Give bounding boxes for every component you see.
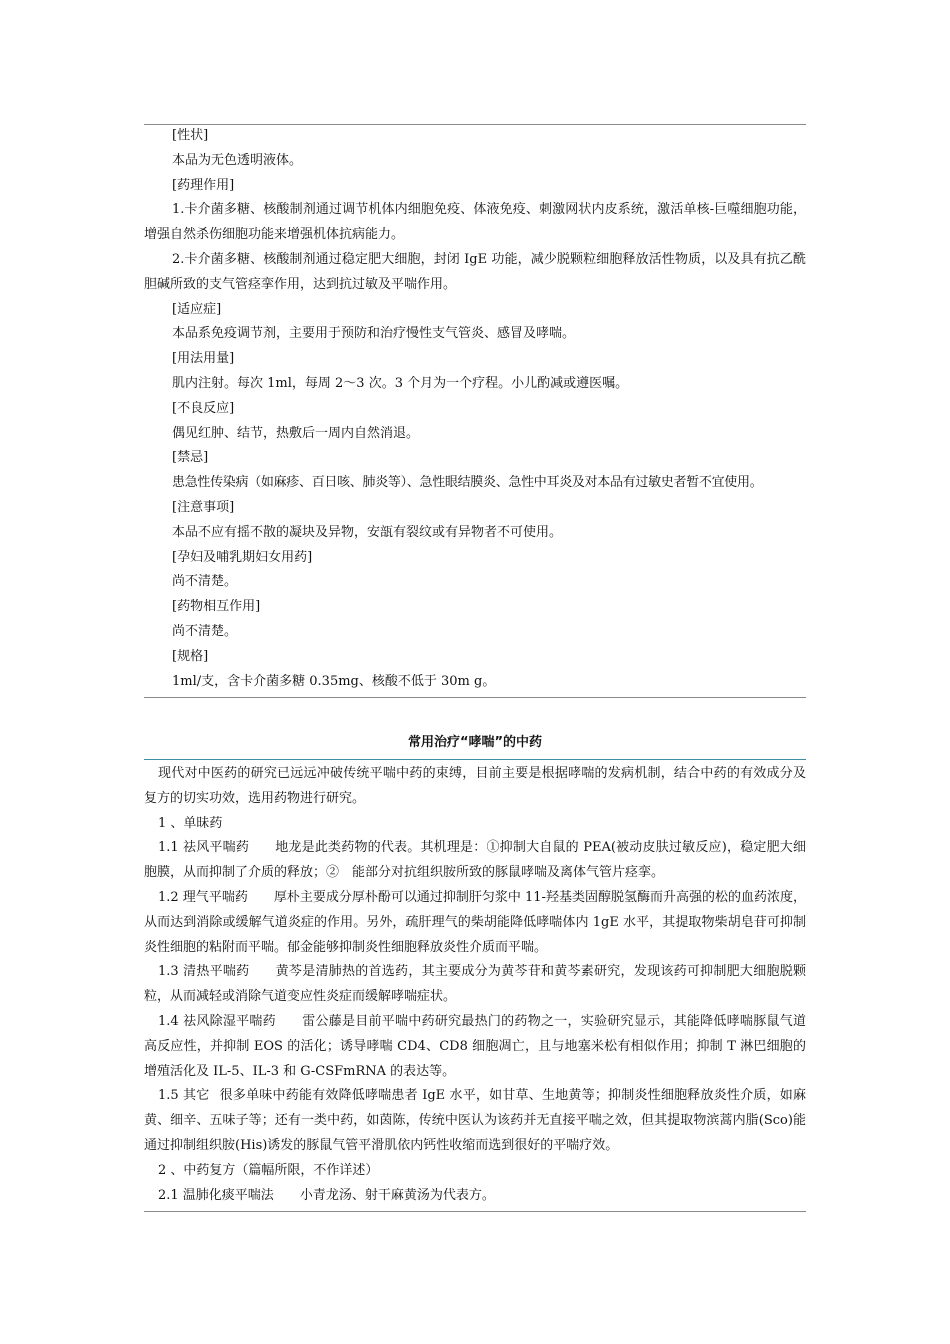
item-2-1-text: 小青龙汤、射干麻黄汤为代表方。 [299, 1187, 495, 1203]
article-body [144, 762, 806, 1208]
title-underline-rule [144, 759, 806, 760]
item-1-2 [144, 886, 806, 960]
item-1-3 [144, 960, 806, 1010]
item-1-5-label: 1.5 其它 [158, 1088, 210, 1104]
part2-heading: 2 、中药复方（篇幅所限，不作详述） [158, 1162, 379, 1178]
interactions-text: 尚不清楚。 [172, 623, 238, 639]
section-heading-precautions: [注意事项] [172, 499, 235, 515]
article-intro: 现代对中医药的研究已远远冲破传统平喘中药的束缚，目前主要是根据哮喘的发病机制，结合中药的有效成分及复方的切实功效，选用药物进行研究。 [144, 766, 806, 806]
specification-text: 1ml/支，含卡介菌多糖 0.35mg、核酸不低于 30m g。 [172, 673, 496, 689]
item-2-1-label: 2.1 温肺化痰平喘法 [158, 1187, 274, 1203]
properties-text: 本品为无色透明液体。 [172, 152, 303, 168]
item-2-1 [144, 1184, 806, 1209]
pregnancy-text: 尚不清楚。 [172, 574, 238, 590]
item-1-2-text: 厚朴主要成分厚朴酚可以通过抑制肝匀浆中 11-羟基类固醇脱氢酶而升高强的松的血药浓度，从而达到消除或缓解气道炎症的作用。另外，疏肝理气的柴胡能降低哮喘体内 1gE 水平，其提取物柴胡皂苷可抑制炎性细胞的粘附而平喘。郁金能够抑制炎性细胞释放炎性介质而平喘。 [144, 889, 806, 955]
section-heading-properties: [性状] [172, 128, 209, 143]
pharmacology-para-2: 2.卡介菌多糖、核酸制剂通过稳定肥大细胞，封闭 IgE 功能，减少脱颗粒细胞释放活性物质，以及具有抗乙酰胆碱所致的支气管痉挛作用，达到抗过敏及平喘作用。 [144, 251, 806, 292]
indications-text: 本品系免疫调节剂，主要用于预防和治疗慢性支气管炎、感冒及哮喘。 [172, 326, 576, 342]
item-1-5-text: 很多单味中药能有效降低哮喘患者 IgE 水平，如甘草、生地黄等；抑制炎性细胞释放炎性介质，如麻黄、细辛、五味子等；还有一类中药，如茵陈，传统中医认为该药并无直接平喘之效，但其提取物滨蒿内脂(Sco)能通过抑制组织胺(His)诱发的豚鼠气管平滑肌依内钙性收缩而选到很好的平喘疗效。 [144, 1088, 806, 1153]
bottom-rule [144, 1211, 806, 1212]
item-1-4-text: 雷公藤是目前平喘中药研究最热门的药物之一，实验研究显示，其能降低哮喘豚鼠气道高反应性，并抑制 EOS 的活化；诱导哮喘 CD4、CD8 细胞凋亡，且与地塞米松有相似作用；抑制 T 淋巴细胞的增殖活化及 IL-5、IL-3 和 G-CSFmRNA 的表达等。 [144, 1013, 806, 1079]
item-1-3-text: 黄芩是清肺热的首选药，其主要成分为黄芩苷和黄芩素研究，发现该药可抑制肥大细胞脱颗粒，从而减轻或消除气道变应性炎症而缓解哮喘症状。 [144, 964, 806, 1005]
adverse-text: 偶见红肿、结节，热敷后一周内自然消退。 [172, 425, 420, 441]
section-heading-indications: [适应症] [172, 301, 222, 317]
precautions-text: 本品不应有摇不散的凝块及异物，安瓿有裂纹或有异物者不可使用。 [172, 524, 563, 540]
section-heading-pregnancy: [孕妇及哺乳期妇女用药] [172, 549, 313, 565]
pharmacology-para-1: 1.卡介菌多糖、核酸制剂通过调节机体内细胞免疫、体液免疫、刺激网状内皮系统，激活单核-巨噬细胞功能，增强自然杀伤细胞功能来增强机体抗病能力。 [144, 202, 806, 243]
item-1-1-label: 1.1 祛风平喘药 [158, 840, 250, 856]
item-1-4 [144, 1010, 806, 1084]
item-1-2-label: 1.2 理气平喘药 [158, 889, 248, 905]
item-1-1 [144, 836, 806, 886]
drug-info-section [144, 124, 806, 694]
item-1-3-label: 1.3 清热平喘药 [158, 964, 250, 980]
section-heading-dosage: [用法用量] [172, 351, 235, 367]
item-1-1-text: 地龙是此类药物的代表。其机理是：①抑制大自鼠的 PEA(被动皮肤过敏反应)，稳定肥大细胞膜，从而抑制了介质的释放；② 能部分对抗组织胺所致的豚鼠哮喘及离体气管片痉挛。 [144, 840, 807, 881]
article-title: 常用治疗“哮喘”的中药 [407, 735, 543, 750]
section-heading-pharmacology: [药理作用] [172, 177, 235, 193]
item-1-5 [144, 1084, 806, 1158]
item-1-4-label: 1.4 祛风除湿平喘药 [158, 1013, 276, 1029]
section-heading-specification: [规格] [172, 648, 209, 664]
section-divider-rule [144, 697, 806, 698]
part1-heading: 1 、单昧药 [158, 815, 223, 831]
section-heading-adverse: [不良反应] [172, 400, 235, 416]
section-heading-interactions: [药物相互作用] [172, 599, 261, 615]
dosage-text: 肌内注射。每次 1ml，每周 2～3 次。3 个月为一个疗程。小儿酌减或遵医嘱。 [172, 375, 629, 391]
contraindications-text: 患急性传染病（如麻疹、百日咳、肺炎等）、急性眼结膜炎、急性中耳炎及对本品有过敏史者暂不宜使用。 [172, 475, 763, 491]
section-heading-contraindications: [禁忌] [172, 450, 209, 466]
